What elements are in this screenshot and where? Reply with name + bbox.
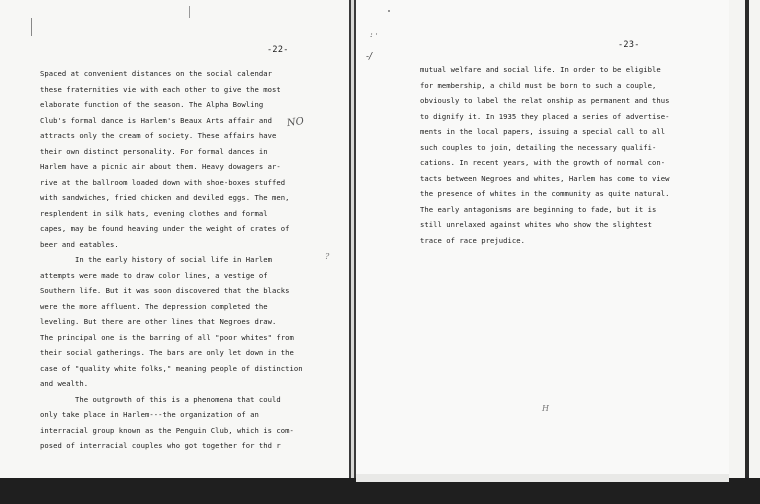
text-line: their own distinct personality. For formal dances in — [40, 146, 268, 156]
text-line: In the early history of social life in Harlem — [40, 255, 272, 264]
margin-tick — [31, 18, 32, 36]
text-line: only take place in Harlem---the organization of an — [40, 410, 259, 419]
text-line: and wealth. — [40, 379, 89, 388]
text-line: attracts only the cream of society. These affairs have — [40, 131, 277, 140]
text-line: The outgrowth of this is a phenomena that could — [40, 394, 281, 404]
text-line: such couples to join, detailing the necessary qualifi- — [420, 142, 657, 152]
scan-bottom-paper — [356, 474, 729, 482]
text-line: beer and eatables. — [40, 239, 119, 249]
text-line: with sandwiches, fried chicken and deviled eggs. The men, — [40, 193, 290, 202]
page-number: -22- — [267, 45, 289, 55]
text-line: were the more affluent. The depression completed the — [40, 301, 268, 311]
text-line: trace of race prejudice. — [420, 235, 526, 245]
body-text — [40, 66, 303, 454]
text-line: ments in the local papers, issuing a special call to all — [420, 127, 666, 136]
text-line: posed of interracial couples who got together for thd r — [40, 441, 281, 450]
body-text — [420, 62, 670, 248]
text-line: resplendent in silk hats, evening clothes and formal — [40, 208, 268, 218]
text-line: attempts were made to draw color lines, a vestige of — [40, 270, 268, 280]
handwritten-query: ? — [325, 252, 330, 261]
text-line: capes, may be found heaving under the weight of crates of — [40, 224, 290, 233]
text-line: the presence of whites in the community as quite natural. — [420, 189, 670, 198]
margin-tick — [189, 6, 190, 18]
text-line: rive at the ballroom loaded down with shoe-boxes stuffed — [40, 177, 286, 187]
left-page — [0, 0, 349, 478]
text-line: leveling. But there are other lines that Negroes draw. — [40, 317, 277, 326]
text-line: interracial group known as the Penguin Club, which is com- — [40, 425, 294, 435]
text-line: The early antagonisms are beginning to fade, but it is — [420, 204, 657, 214]
text-line: cations. In recent years, with the growth of normal con- — [420, 158, 666, 167]
text-line: their social gatherings. The bars are only let down in the — [40, 348, 294, 357]
text-line: The principal one is the barring of all "poor whites" from — [40, 332, 294, 342]
margin-mark: -/ — [366, 52, 373, 62]
page-gutter-highlight — [351, 0, 354, 478]
text-line: for membership, a child must be born to such a couple, — [420, 80, 657, 90]
text-line: Club's formal dance is Harlem's Beaux Arts affair and — [40, 115, 272, 125]
scan-edge-line — [745, 0, 749, 486]
text-line: Harlem have a picnic air about them. Heavy dowagers ar- — [40, 162, 281, 171]
text-line: Southern life. But it was soon discovered that the blacks — [40, 286, 290, 295]
scan-dust — [388, 10, 390, 12]
stray-mark: H — [542, 404, 549, 413]
text-line: case of "quality white folks," meaning people of distinction — [40, 363, 303, 373]
handwritten-note: NO — [286, 115, 305, 130]
text-line: these fraternities vie with each other to give the most — [40, 84, 281, 94]
text-line: elaborate function of the season. The Alpha Bowling — [40, 100, 264, 109]
text-line: Spaced at convenient distances on the social calendar — [40, 69, 272, 78]
text-line: to dignify it. In 1935 they placed a series of advertise- — [420, 111, 670, 121]
page-number: -23- — [618, 40, 640, 50]
text-line: tacts between Negroes and whites, Harlem has come to view — [420, 173, 670, 183]
right-page — [356, 0, 729, 474]
margin-mark: : · — [370, 30, 378, 39]
text-line: still unrelaxed against whites who show the slightest — [420, 220, 652, 229]
text-line: mutual welfare and social life. In order to be eligible — [420, 65, 661, 74]
text-line: obviously to label the relat onship as permanent and thus — [420, 96, 670, 105]
